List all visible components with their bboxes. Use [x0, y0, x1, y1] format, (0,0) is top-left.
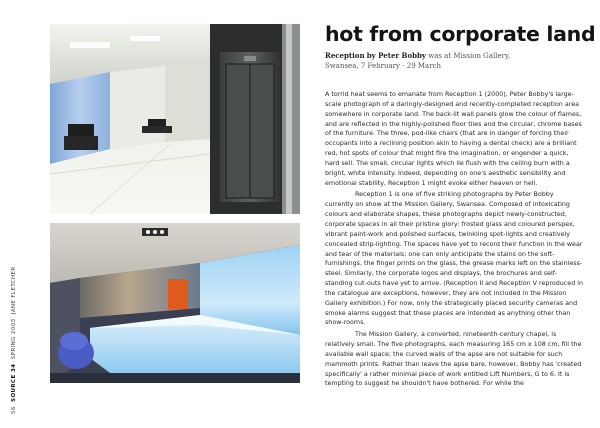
lobby-photo [50, 24, 300, 214]
paragraph: The Mission Gallery, a converted, nineteenth-century chapel, is relatively small. The five photographs, each measuring 165 cm x 108 cm, fill the available wall space; the curved walls of the apse are not suitable for such mammoth prints. Rather than leave the apse bare, however, Bobby has 'created specifically' a rather minimal piece of work entitled Lift Numbers, G to 6. It is tempting to suggest he shouldn't have bothered. For while the [325, 331, 582, 388]
issue-label: SPRING 2003 [11, 318, 17, 360]
credit-venue: was at Mission Gallery, [428, 52, 511, 60]
article-title: hot from corporate land [325, 22, 596, 46]
paragraph: A torrid heat seems to emanate from Reception 1 (2000), Peter Bobby's large-scale photograph of a daringly-designed and recently-completed reception area somewhere in corporate land. The back-lit wall panels glow the colour of flames, and are reflected in the highly-polished floor tiles and the circular, chrome bases of the furniture. The three, pod-like chairs (that are in danger of forcing their occupants into a reclining position akin to having a dental check) are a brilliant red, hot spots of colour that might fire the imagination, or engender a quick, hard sell. The small, circular lights which lie flush with the ceiling burn with a bright, white intensity. Indeed, depending on one's aesthetic sensibility and emotional stability, Reception 1 might evoke either heaven or hell. [325, 91, 582, 187]
magazine-name: SOURCE 34 [11, 363, 17, 402]
reception-photo-image [50, 223, 300, 383]
credit-work: Reception [325, 51, 365, 60]
spine-folio [11, 266, 17, 414]
author-name: JANE FLETCHER [11, 266, 17, 315]
paragraph: Reception 1 is one of five striking photographs by Peter Bobby currently on show at the Mission Gallery, Swansea. Composed of intoxicating colours and elaborate shapes, these photographs depict newly-constructed, corporate spaces in all their pristine glory: frosted glass and coloured perspex, vibrant paint-work and polished surfaces, twinkling spot-lights and creatively concealed strip-lighting. The spaces have yet to record their function in the wear and tear of the materials; one can only anticipate the stains on the soft-furnishings, the finger prints on the glass, the grease marks left on the stainless-steel. Similarly, the corporate logos and displays, the brochures and self-standing cut-outs have yet to arrive. (Reception II and Reception V reproduced in the catalogue are exceptions, however, they are not included in the Mission Gallery exhibition.) For now, only the strategically placed security cameras and smoke alarms suggest that these places are intended as anything other than show-rooms. [325, 191, 584, 327]
lobby-photo-image [50, 24, 300, 214]
exhibition-credit [325, 51, 565, 71]
credit-dates: Swansea, 7 February - 29 March [325, 62, 441, 70]
reception-photo [50, 223, 300, 383]
article-body [325, 90, 583, 391]
page-spine [6, 0, 20, 428]
credit-artist: by Peter Bobby [366, 51, 426, 60]
page-number: 56 [11, 406, 17, 414]
